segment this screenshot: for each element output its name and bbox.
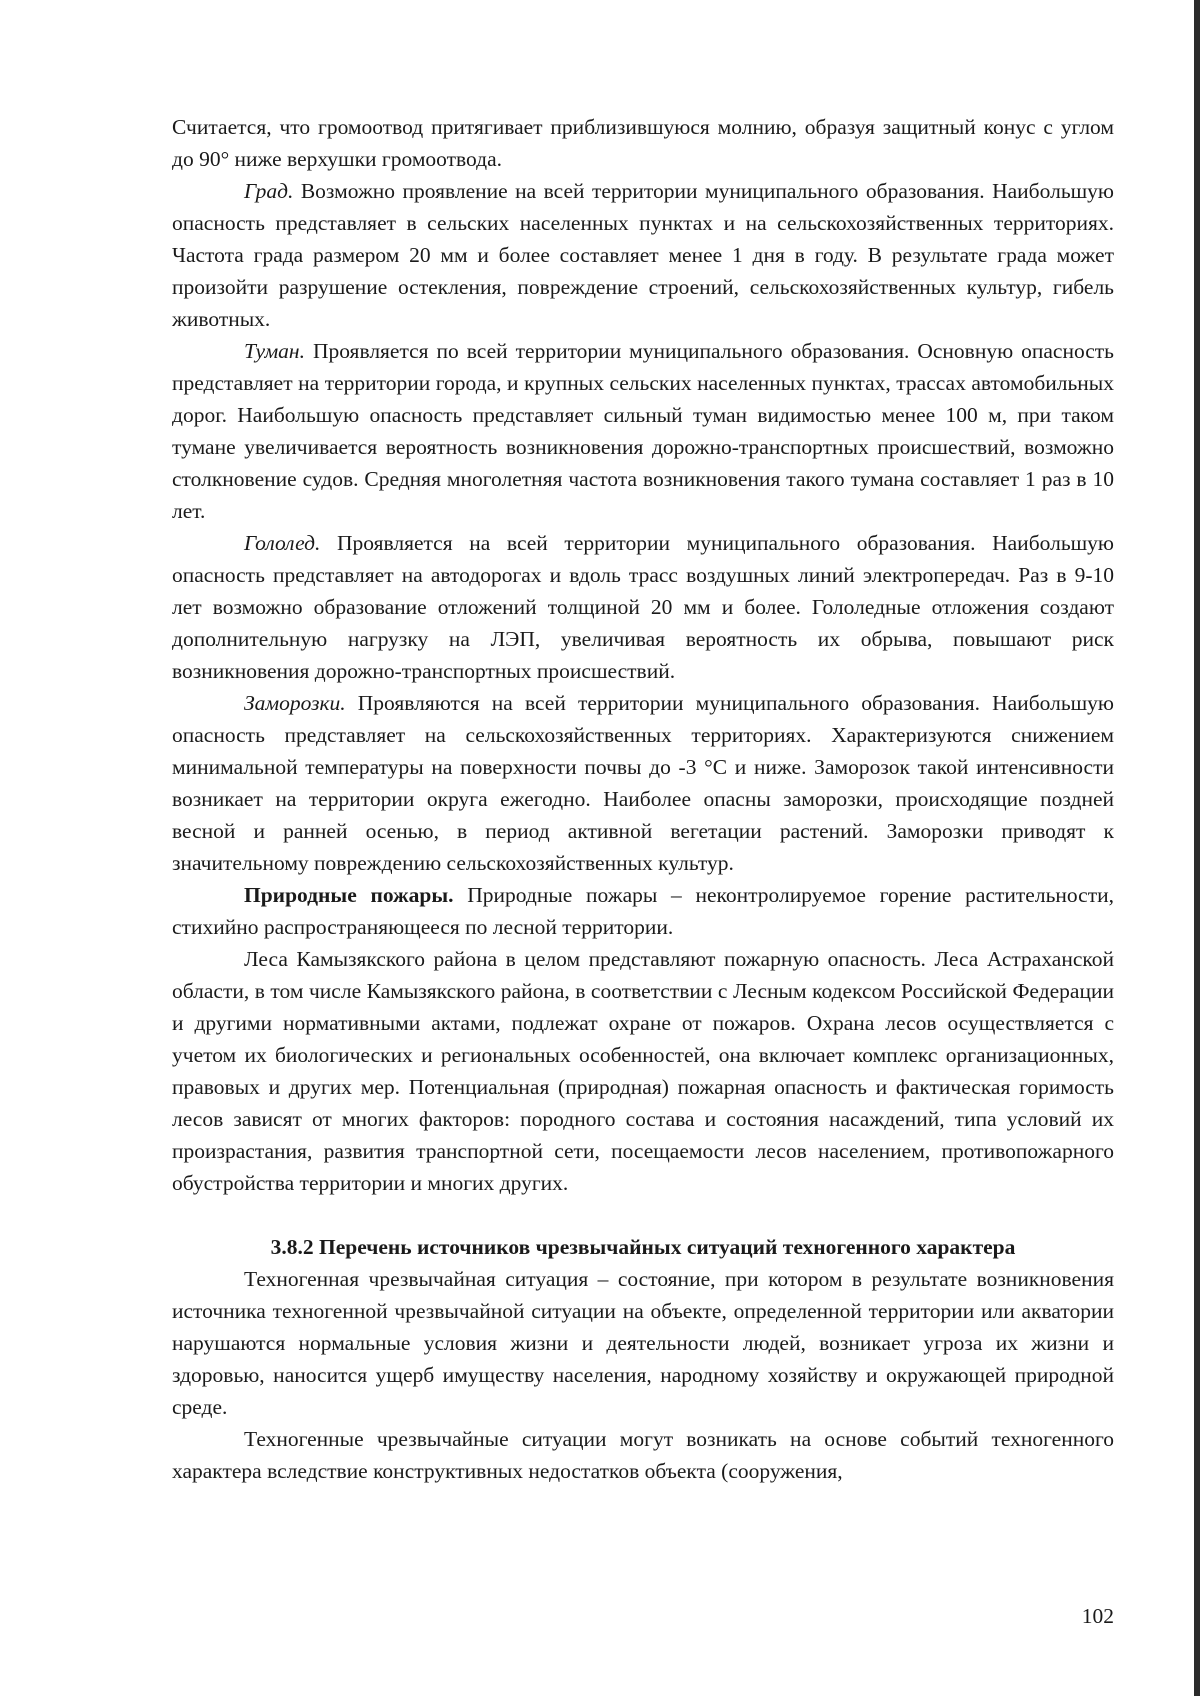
paragraph-wildfires: Природные пожары. Природные пожары – неконтролируемое горение растительности, стихийно распространяющееся по лесной территории. xyxy=(172,883,1114,939)
paragraph-hail: Град. Возможно проявление на всей территории муниципального образования. Наибольшую опасность представляет в сельских населенных пунктах и на сельскохозяйственных территориях. Частота града размером 20 мм и более составляет менее 1 дня в году. В результате града может произойти разрушение остекления, повреждение строений, сельскохозяйственных культур, гибель животных. xyxy=(172,179,1114,331)
paragraph-technogenic-definition: Техногенная чрезвычайная ситуация – состояние, при котором в результате возникновения источника техногенной чрезвычайной ситуации на объекте, определенной территории или акватории нарушаются нормальные условия жизни и деятельности людей, возникает угроза их жизни и здоровью, наносится ущерб имуществу населения, народному хозяйству и окружающей природной среде. xyxy=(172,1267,1114,1419)
page-number: 102 xyxy=(1081,1604,1114,1628)
paragraph-forests: Леса Камызякского района в целом представляют пожарную опасность. Леса Астраханской области, в том числе Камызякского района, в соответствии с Лесным кодексом Российской Федерации и другими нормативными актами, подлежат охране от пожаров. Охрана лесов осуществляется с учетом их биологических и региональных особенностей, она включает комплекс организационных, правовых и других мер. Потенциальная (природная) пожарная опасность и фактическая горимость лесов зависят от многих факторов: породного состава и состояния насаждений, типа условий их произрастания, развития транспортной сети, посещаемости лесов населением, противопожарного обустройства территории и многих других. xyxy=(172,947,1114,1195)
term-wildfires: Природные пожары. xyxy=(244,883,454,907)
term-fog: Туман. xyxy=(244,339,305,363)
term-hail: Град. xyxy=(244,179,294,203)
page-edge-shadow xyxy=(1194,0,1200,1696)
paragraph-fog: Туман. Проявляется по всей территории муниципального образования. Основную опасность представляет на территории города, и крупных сельских населенных пунктах, трассах автомобильных дорог. Наибольшую опасность представляет сильный туман видимостью менее 100 м, при таком тумане увеличивается вероятность возникновения дорожно-транспортных происшествий, возможно столкновение судов. Средняя многолетняя частота возникновения такого тумана составляет 1 раз в 10 лет. xyxy=(172,339,1114,523)
section-heading: 3.8.2 Перечень источников чрезвычайных ситуаций техногенного характера xyxy=(270,1235,1016,1259)
paragraph-ice: Гололед. Проявляется на всей территории муниципального образования. Наибольшую опасность представляет на автодорогах и вдоль трасс воздушных линий электропередач. Раз в 9-10 лет возможно образование отложений толщиной 20 мм и более. Гололедные отложения создают дополнительную нагрузку на ЛЭП, увеличивая вероятность их обрыва, повышают риск возникновения дорожно-транспортных происшествий. xyxy=(172,531,1114,683)
paragraph-frost: Заморозки. Проявляются на всей территории муниципального образования. Наибольшую опасность представляет на сельскохозяйственных территориях. Характеризуются снижением минимальной температуры на поверхности почвы до -3 °С и ниже. Заморозок такой интенсивности возникает на территории округа ежегодно. Наиболее опасны заморозки, происходящие поздней весной и ранней осенью, в период активной вегетации растений. Заморозки приводят к значительному повреждению сельскохозяйственных культур. xyxy=(172,691,1114,875)
paragraph-lightning-conclusion: Считается, что громоотвод притягивает приблизившуюся молнию, образуя защитный конус с углом до 90° ниже верхушки громоотвода. xyxy=(172,115,1114,171)
body-text xyxy=(172,111,1114,1487)
term-ice: Гололед. xyxy=(244,531,321,555)
paragraph-technogenic-causes: Техногенные чрезвычайные ситуации могут возникать на основе событий техногенного характера вследствие конструктивных недостатков объекта (сооружения, xyxy=(172,1427,1114,1483)
term-frost: Заморозки. xyxy=(244,691,346,715)
